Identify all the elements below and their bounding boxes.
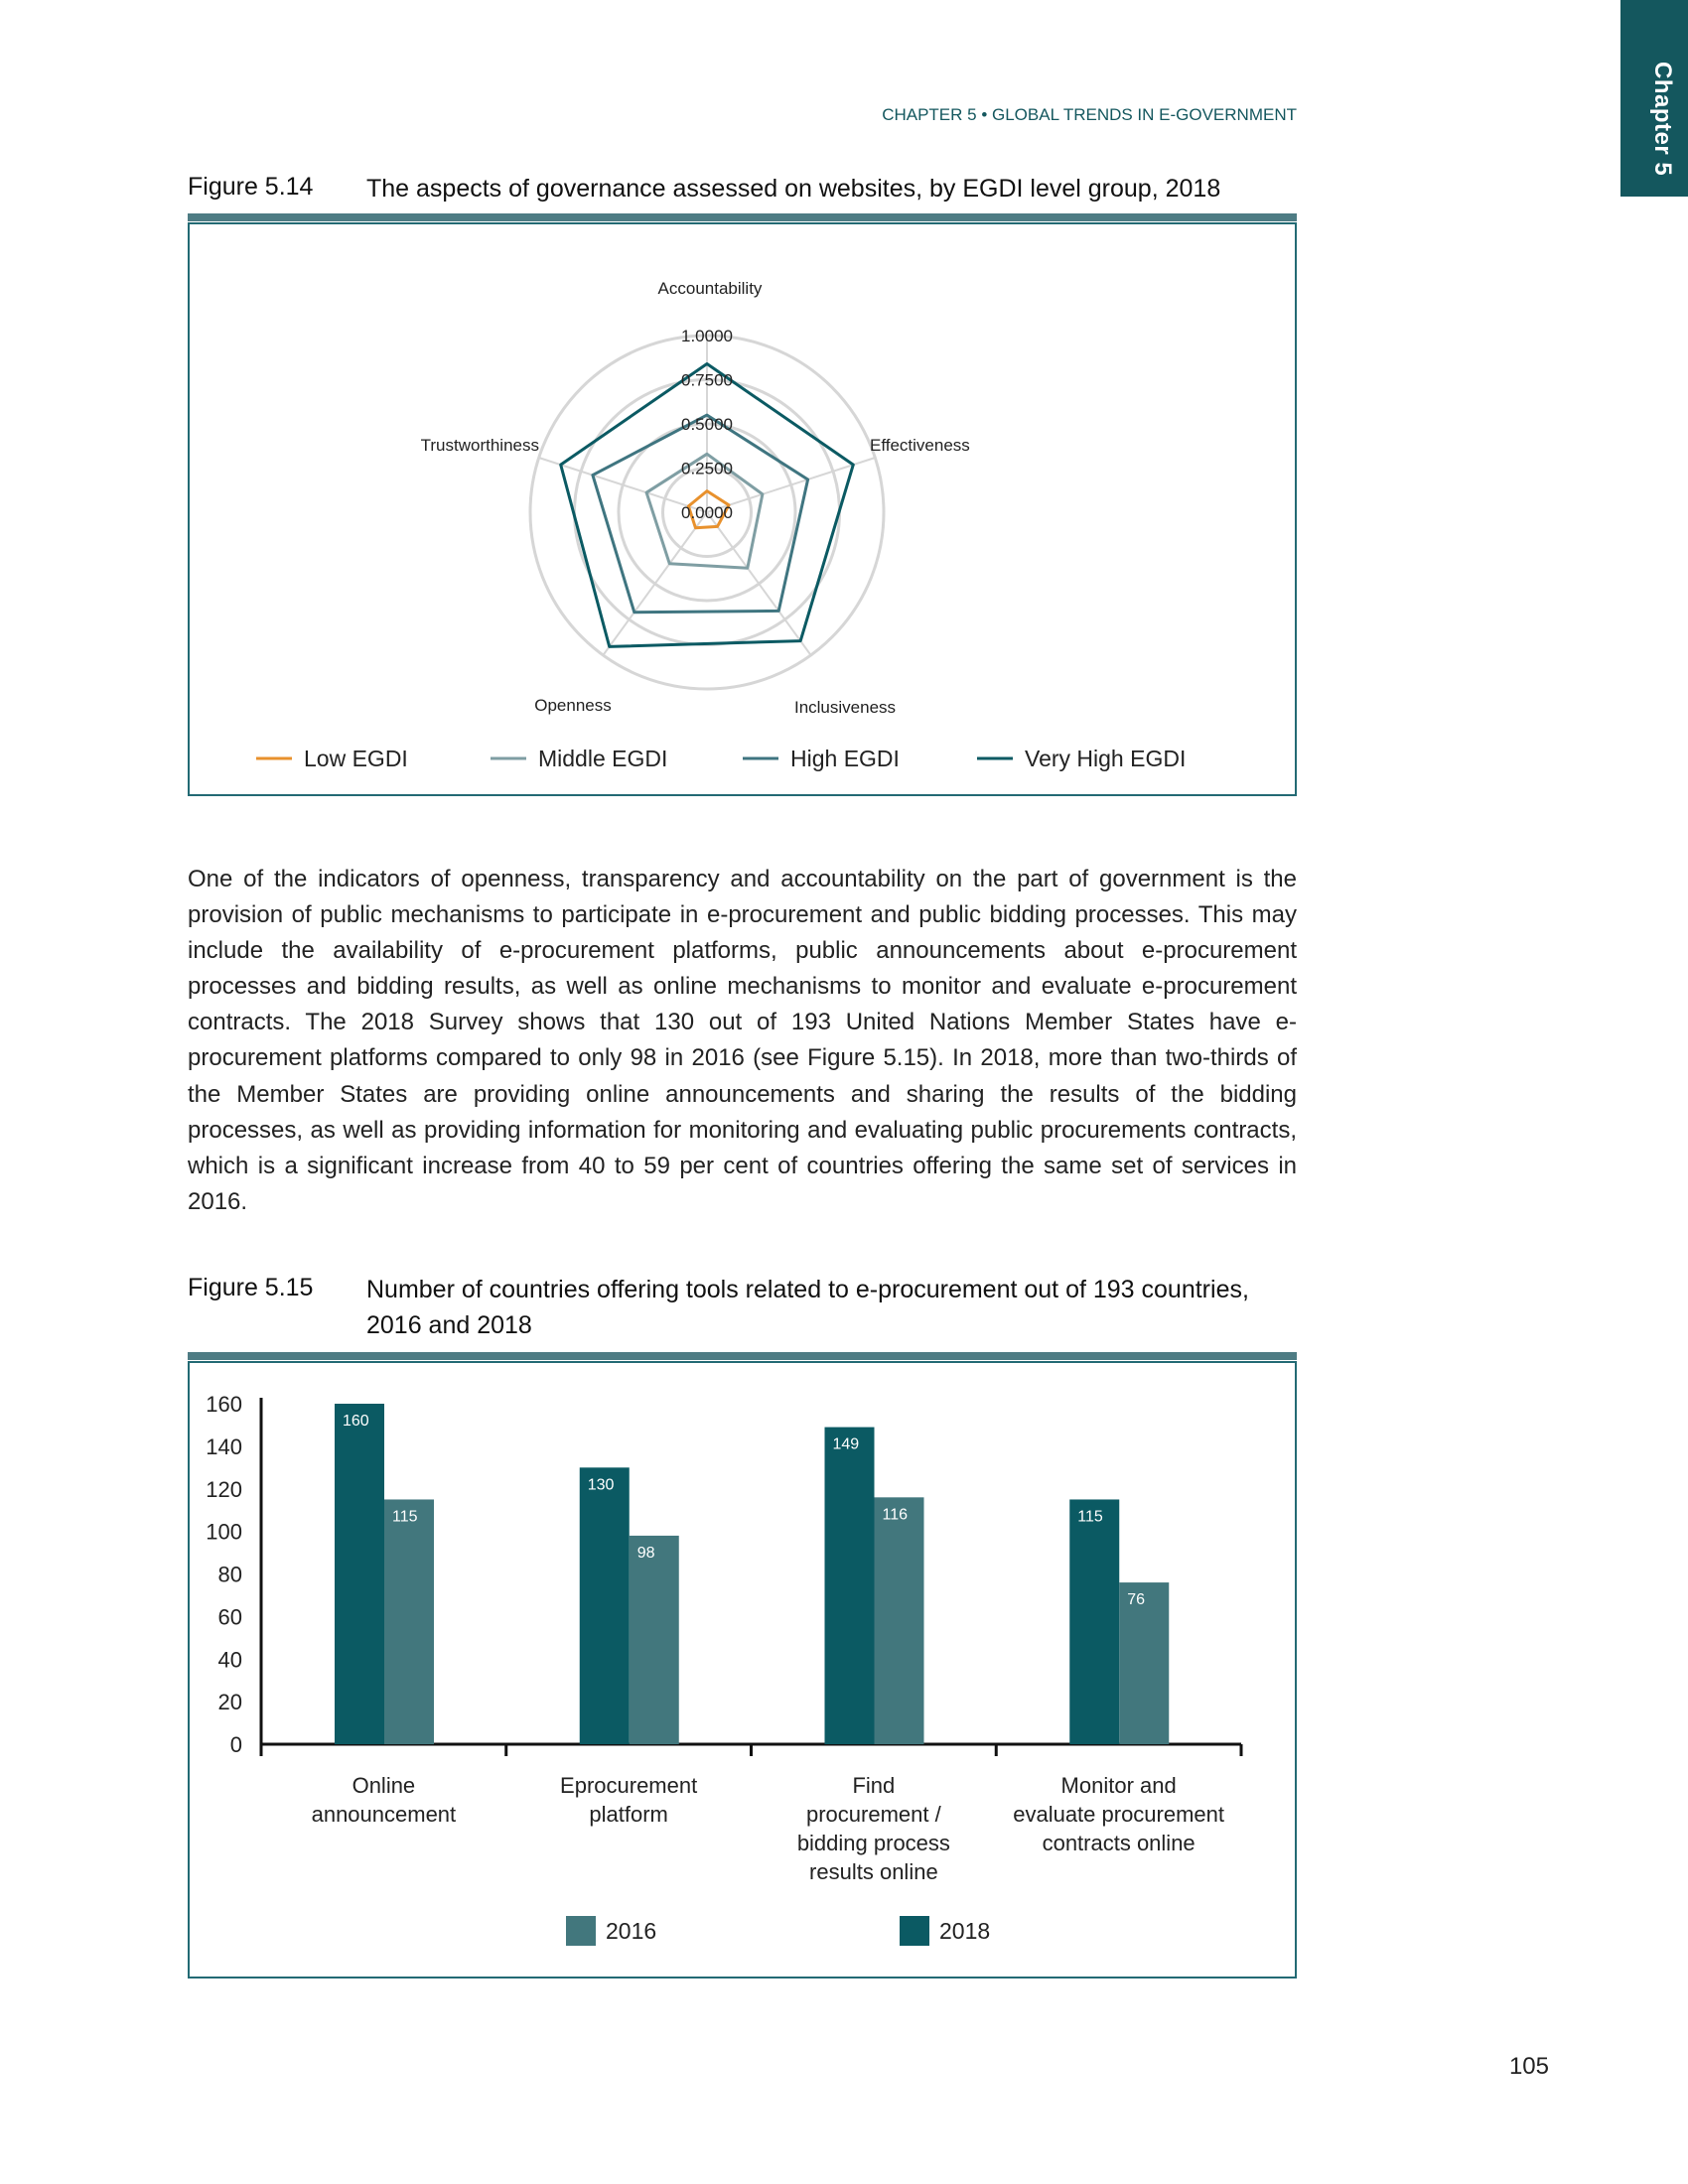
- category-label: Online: [352, 1773, 416, 1798]
- radar-tick-label: 0.0000: [681, 503, 733, 522]
- bar-data-label: 149: [832, 1435, 860, 1453]
- legend-label-2016: 2016: [606, 1918, 657, 1944]
- radar-axis-label-effectiveness: Effectiveness: [870, 436, 970, 455]
- y-tick-label: 0: [229, 1732, 242, 1757]
- radar-tick-label: 0.2500: [681, 459, 733, 478]
- page-number: 105: [1508, 2053, 1549, 2080]
- running-header: CHAPTER 5 • GLOBAL TRENDS IN E-GOVERNMENT: [882, 105, 1297, 124]
- y-tick-label: 80: [217, 1562, 242, 1587]
- radar-axis-label-accountability: Accountability: [657, 279, 763, 298]
- figure-14-number: Figure 5.14: [188, 173, 314, 201]
- bar-data-label: 160: [343, 1413, 369, 1430]
- bar-2016: [630, 1536, 679, 1744]
- bar-2018: [825, 1428, 875, 1744]
- y-tick-label: 100: [206, 1519, 242, 1545]
- figure-15-number: Figure 5.15: [188, 1274, 314, 1301]
- y-tick-label: 140: [206, 1433, 242, 1459]
- legend-label-2018: 2018: [939, 1918, 991, 1944]
- radar-tick-label: 1.0000: [681, 327, 733, 345]
- bar-chart: [0, 1370, 1688, 1966]
- figure-14-title: The aspects of governance assessed on websites, by EGDI level group, 2018: [366, 175, 1221, 203]
- radar-axis-label-trustworthiness: Trustworthiness: [420, 436, 539, 455]
- bar-2018: [1069, 1499, 1119, 1744]
- category-label: Find: [852, 1773, 896, 1798]
- category-label: results online: [809, 1859, 938, 1884]
- radar-chart: [0, 0, 1688, 814]
- radar-axis-label-openness: Openness: [534, 696, 612, 715]
- figure-15-rule: [188, 1352, 1297, 1360]
- legend-label: Low EGDI: [304, 746, 408, 771]
- y-tick-label: 160: [206, 1392, 242, 1417]
- bar-data-label: 115: [1077, 1508, 1103, 1526]
- radar-axis-label-inclusiveness: Inclusiveness: [793, 698, 897, 717]
- bar-data-label: 76: [1127, 1591, 1146, 1609]
- y-tick-label: 120: [206, 1476, 242, 1502]
- bar-data-label: 130: [587, 1476, 615, 1494]
- category-label: procurement /: [806, 1802, 941, 1827]
- category-label: platform: [589, 1802, 668, 1827]
- bar-2018: [580, 1467, 630, 1744]
- category-label: announcement: [311, 1802, 457, 1827]
- legend-label: High EGDI: [790, 746, 900, 771]
- legend-label: Middle EGDI: [538, 746, 668, 771]
- body-paragraph: One of the indicators of openness, transparency and accountability on the part of government is the provision of public mechanisms to participate in e-procurement and public bidding processes. This may include the availability of e-procurement platforms, public announcements about e-procurement processes and bidding results, as well as online mechanisms to monitor and evaluate e-procurement contracts. The 2018 Survey shows that 130 out of 193 United Nations Member States have e-procurement platforms compared to only 98 in 2016 (see Figure 5.15). In 2018, more than two-thirds of the Member States are providing online announcements and sharing the results of the bidding processes, as well as providing information for monitoring and evaluating public procurements contracts, which is a significant increase from 40 to 59 per cent of countries offering the same set of services in 2016.: [188, 866, 1297, 1215]
- category-label: bidding process: [796, 1831, 950, 1855]
- category-label: Eprocurement: [560, 1773, 698, 1798]
- y-tick-label: 60: [217, 1604, 242, 1630]
- bar-2016: [875, 1497, 924, 1744]
- category-label: evaluate procurement: [1013, 1802, 1225, 1827]
- radar-tick-label: 0.7500: [681, 370, 733, 390]
- y-tick-label: 20: [217, 1690, 242, 1715]
- category-label: Monitor and: [1060, 1773, 1177, 1798]
- bar-data-label: 98: [636, 1544, 655, 1562]
- chapter-tab-label: Chapter 5: [1649, 62, 1676, 177]
- legend-label: Very High EGDI: [1025, 746, 1187, 771]
- bar-2018: [335, 1404, 384, 1744]
- bar-2016: [384, 1499, 434, 1744]
- y-tick-label: 40: [217, 1647, 242, 1673]
- category-label: contracts online: [1042, 1831, 1196, 1855]
- bar-data-label: 116: [882, 1506, 909, 1524]
- legend-swatch-2018: [900, 1916, 929, 1946]
- legend-swatch-2016: [566, 1916, 596, 1946]
- figure-15-title: Number of countries offering tools related to e-procurement out of 193 countries, 2016 and 2018: [366, 1276, 1249, 1339]
- bar-data-label: 115: [392, 1508, 418, 1526]
- radar-tick-label: 0.5000: [681, 415, 733, 434]
